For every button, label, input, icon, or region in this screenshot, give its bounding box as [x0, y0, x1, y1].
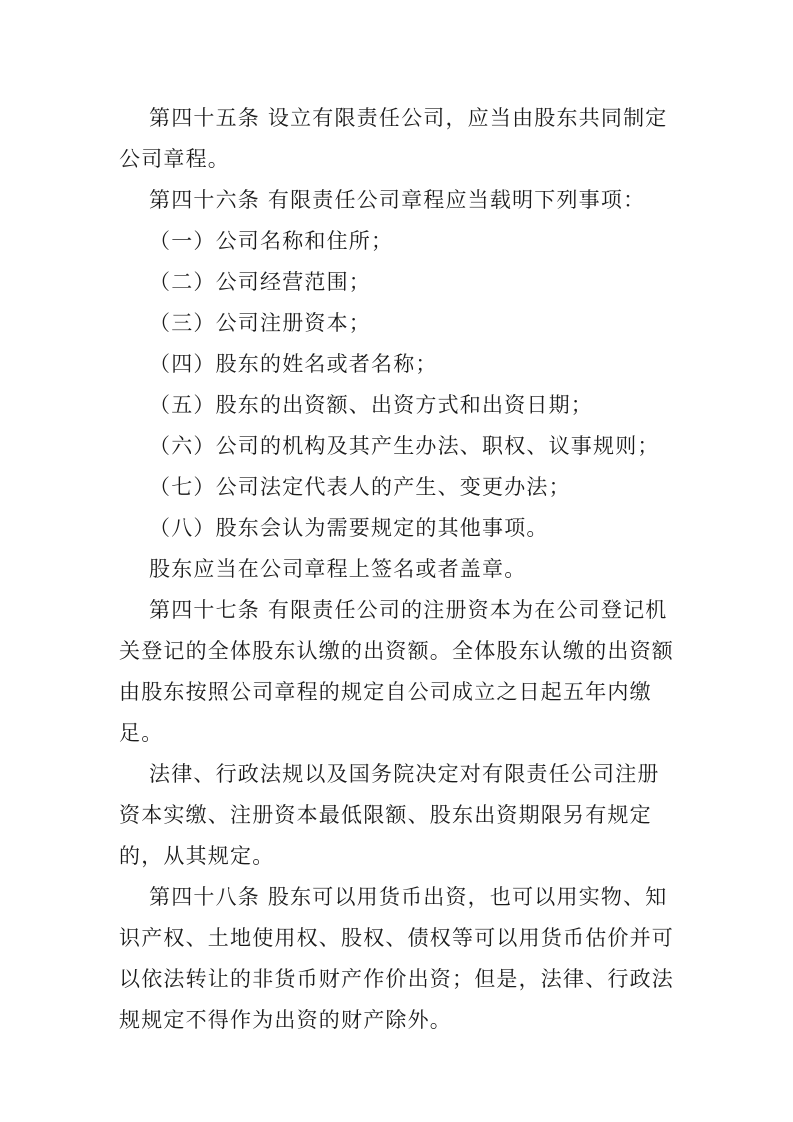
article-46-item-1: （一）公司名称和住所；: [149, 229, 394, 253]
article-47: 第四十七条 有限责任公司的注册资本为在公司登记机关登记的全体股东认缴的出资额。全体股东认缴的出资额由股东按照公司章程的规定自公司成立之日起五年内缴足。: [119, 598, 674, 745]
article-46: 第四十六条 有限责任公司章程应当载明下列事项：: [149, 188, 646, 212]
article-48: 第四十八条 股东可以用货币出资，也可以用实物、知识产权、土地使用权、股权、债权等可以用货币估价并可以依法转让的非货币财产作价出资；但是，法律、行政法规规定不得作为出资的财产除外。: [119, 885, 674, 1032]
article-46-item-2: （二）公司经营范围；: [149, 270, 371, 294]
article-46-item-8: （八）股东会认为需要规定的其他事项。: [149, 516, 549, 540]
article-46-item-5: （五）股东的出资额、出资方式和出资日期；: [149, 393, 593, 417]
article-46-item-6: （六）公司的机构及其产生办法、职权、议事规则；: [149, 434, 660, 458]
article-46-item-4: （四）股东的姓名或者名称；: [149, 352, 438, 376]
article-46-item-7: （七）公司法定代表人的产生、变更办法；: [149, 475, 571, 499]
article-47-clause-2: 法律、行政法规以及国务院决定对有限责任公司注册资本实缴、注册资本最低限额、股东出资期限另有规定的，从其规定。: [119, 762, 660, 868]
article-45: 第四十五条 设立有限责任公司，应当由股东共同制定公司章程。: [119, 106, 668, 171]
article-46-item-3: （三）公司注册资本；: [149, 311, 371, 335]
article-46-signature-clause: 股东应当在公司章程上签名或者盖章。: [149, 557, 527, 581]
document-body: [119, 98, 679, 1041]
